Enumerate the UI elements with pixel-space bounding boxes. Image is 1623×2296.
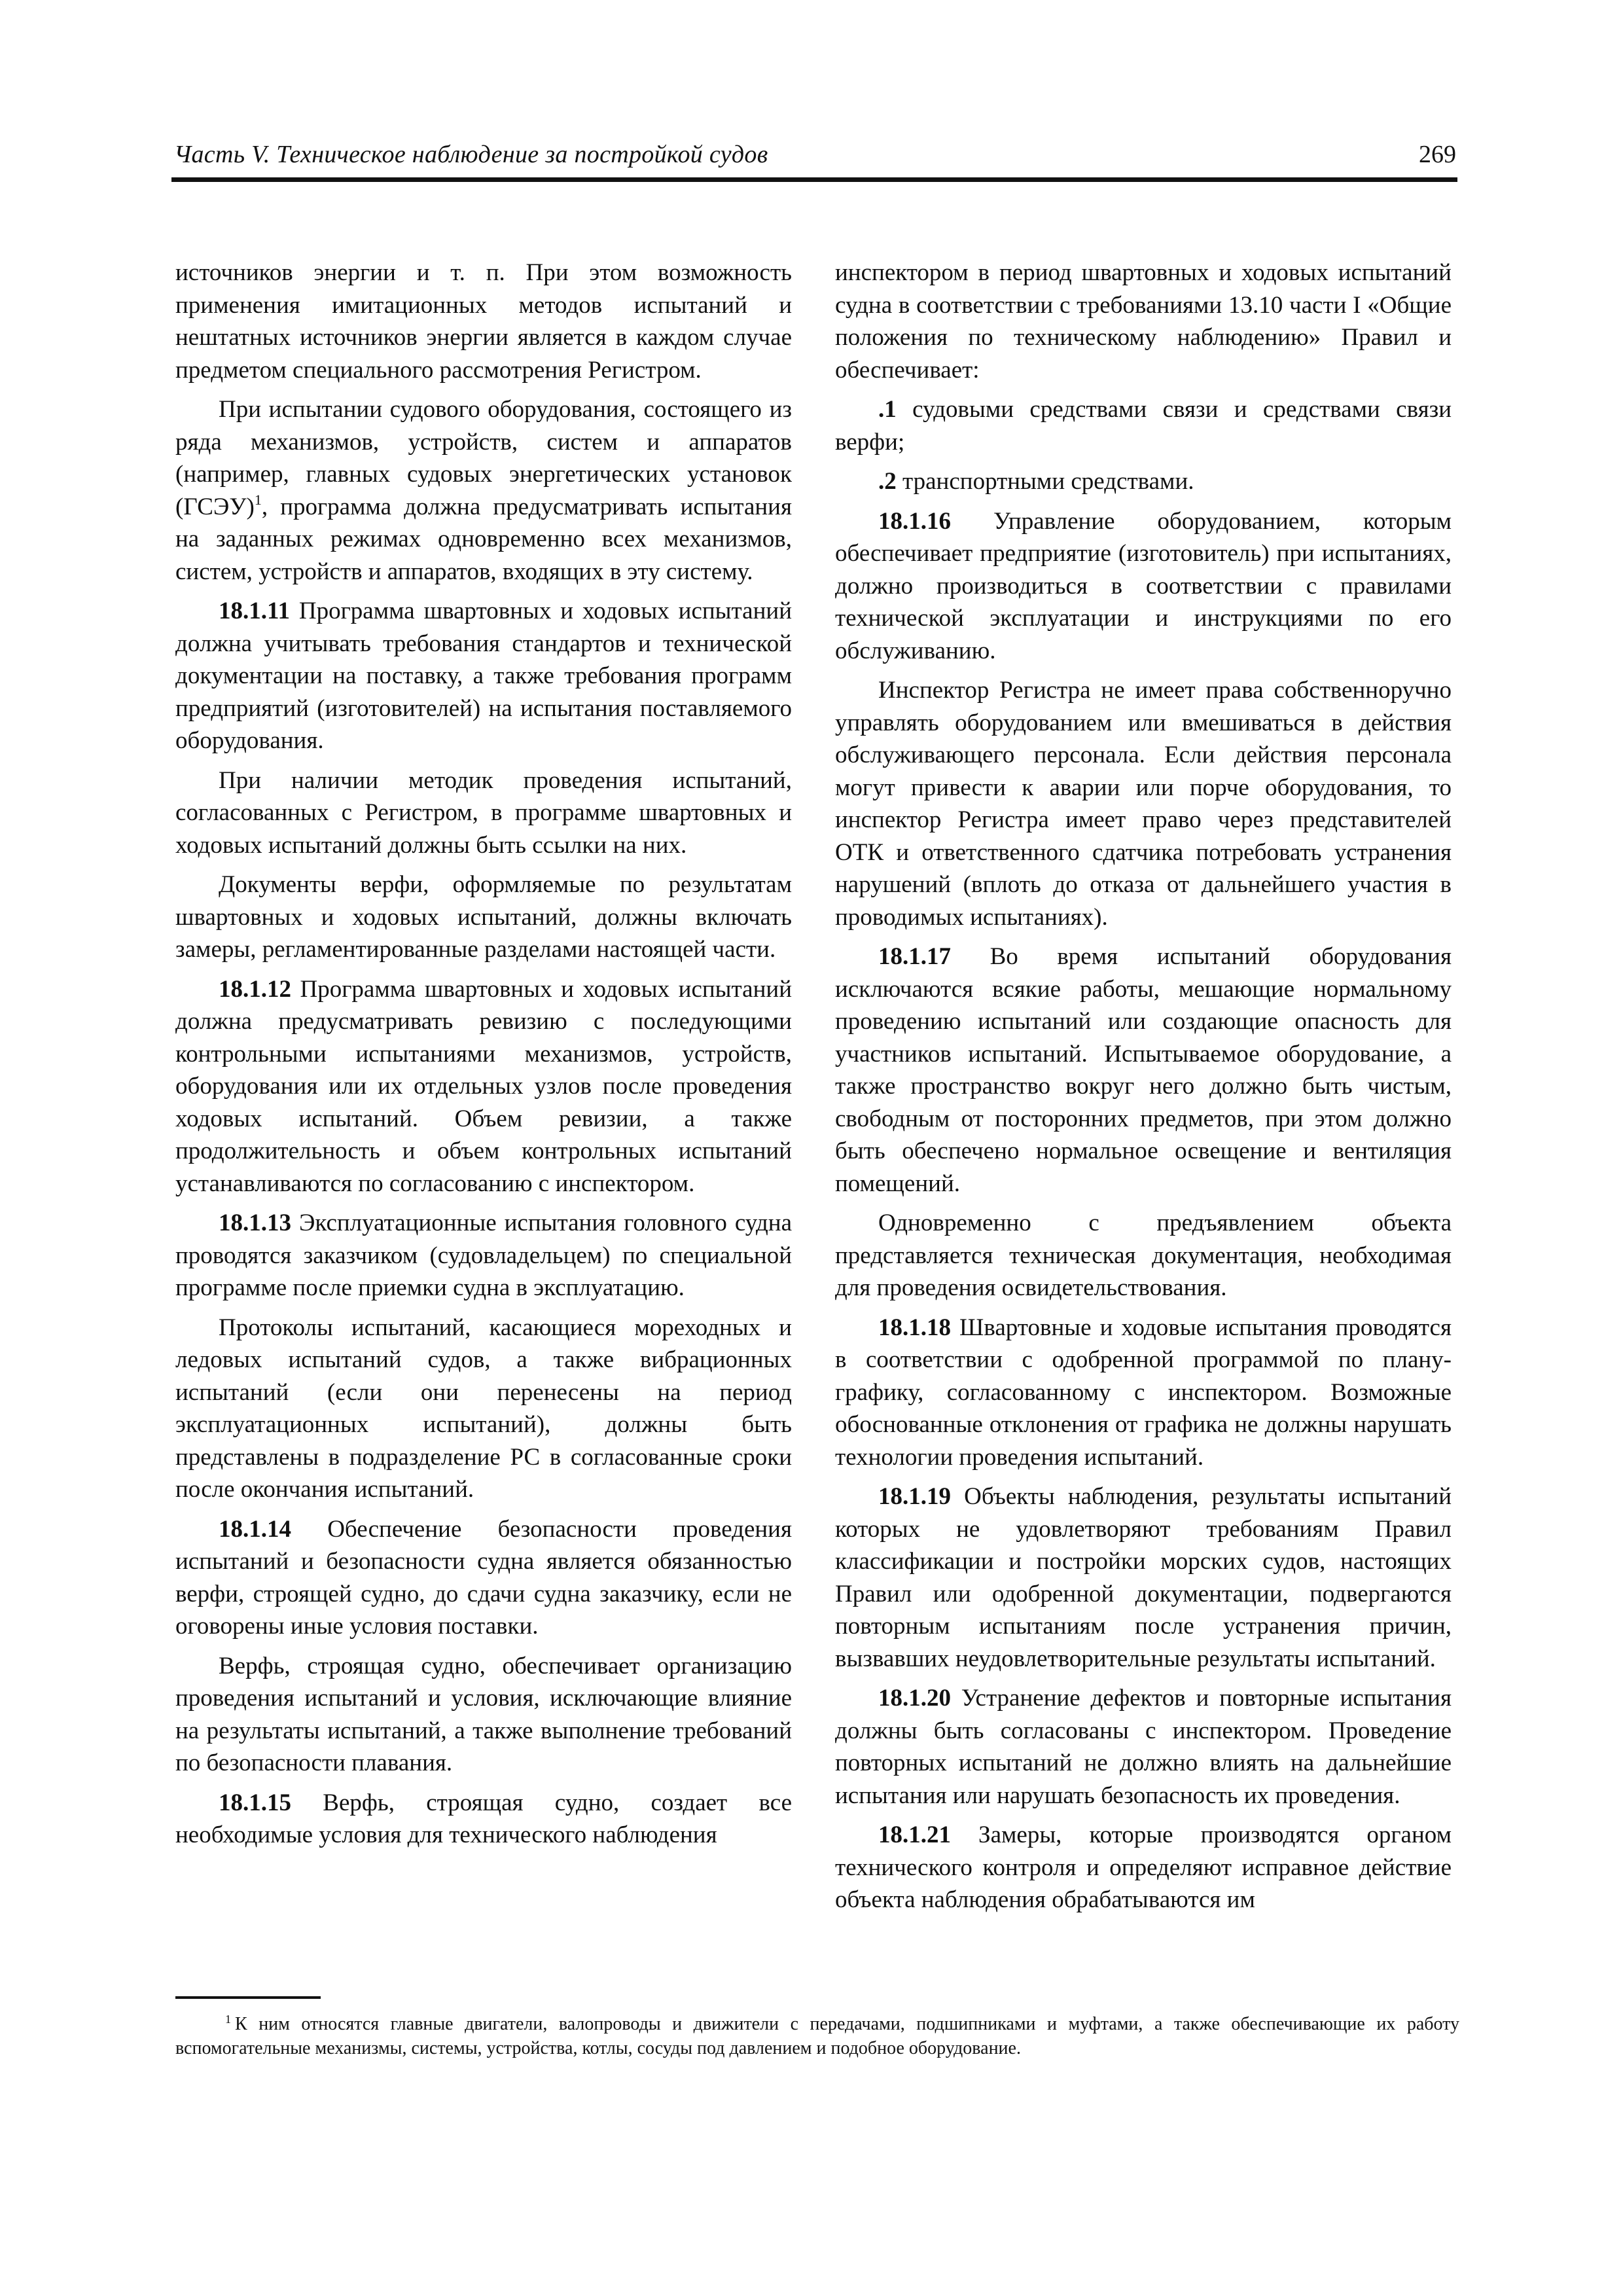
section-number: 18.1.13 xyxy=(219,1210,291,1236)
paragraph: Документы верфи, оформляемые по результатам швартовных и ходовых испытаний, должны включать замеры, регламентированные разделами настоящей части. xyxy=(175,871,792,963)
page-number: 269 xyxy=(1419,141,1456,168)
footnote xyxy=(175,2012,1459,2060)
section-number: 18.1.20 xyxy=(878,1685,951,1712)
list-number: .1 xyxy=(878,396,897,423)
paragraph: 18.1.21 Замеры, которые производятся органом технического контроля и определяют исправное действие объекта наблюдения обрабатываются им xyxy=(835,1821,1452,1913)
paragraph: инспектором в период швартовных и ходовых испытаний судна в соответствии с требованиями 13.10 части I «Общие положения по техническому наблюдению» Правил и обеспечивает: xyxy=(835,259,1452,384)
paragraph: Одновременно с предъявлением объекта представляется техническая документация, необходимая для проведения освидетельствования. xyxy=(835,1210,1452,1301)
section-number: 18.1.17 xyxy=(878,943,951,970)
section-number: 18.1.15 xyxy=(219,1789,291,1816)
paragraph: Протоколы испытаний, касающиеся мореходных и ледовых испытаний судов, а также вибрационных испытаний (если они перенесены на период эксплуатационных испытаний), должны быть представлены в подразделение РС в согласованные сроки после окончания испытаний. xyxy=(175,1314,792,1503)
list-item: .1 судовыми средствами связи и средствами связи верфи; xyxy=(835,396,1452,456)
footnote-separator xyxy=(175,1996,321,1999)
section-number: 18.1.14 xyxy=(219,1515,291,1543)
header-title: Часть V. Техническое наблюдение за постройкой судов xyxy=(174,141,768,168)
section-number: 18.1.21 xyxy=(878,1821,951,1848)
paragraph: Верфь, строящая судно, обеспечивает организацию проведения испытаний и условия, исключающие влияние на результаты испытаний, а также выполнение требований по безопасности плавания. xyxy=(175,1652,792,1776)
left-column xyxy=(175,257,792,1859)
paragraph: 18.1.18 Швартовные и ходовые испытания проводятся в соответствии с одобренной программой по плану-графику, согласованному с инспектором. Возможные обоснованные отклонения от графика не должны нарушать технологии проведения испытаний. xyxy=(835,1314,1452,1471)
paragraph: 18.1.13 Эксплуатационные испытания головного судна проводятся заказчиком (судовладельцем) по специальной программе после приемки судна в эксплуатацию. xyxy=(175,1210,792,1301)
running-header xyxy=(171,136,1457,182)
paragraph: Инспектор Регистра не имеет права собственноручно управлять оборудованием или вмешиваться в действия обслуживающего персонала. Если действия персонала могут привести к аварии или порче оборудования, то инспектор Регистра имеет право через представителей ОТК и ответственного сдатчика потребовать устранения нарушений (вплоть до отказа от дальнейшего участия в проводимых испытаниях). xyxy=(835,677,1452,931)
paragraph: 18.1.12 Программа швартовных и ходовых испытаний должна предусматривать ревизию с последующими контрольными испытаниями механизмов, устройств, оборудования или их отдельных узлов после проведения ходовых испытаний. Объем ревизии, а также продолжительность и объем контрольных испытаний устанавливаются по согласованию с инспектором. xyxy=(175,975,792,1197)
list-number: .2 xyxy=(878,468,897,495)
paragraph: 18.1.14 Обеспечение безопасности проведения испытаний и безопасности судна является обязанностью верфи, строящей судно, до сдачи судна заказчику, если не оговорены иные условия поставки. xyxy=(175,1515,792,1640)
paragraph: При испытании судового оборудования, состоящего из ряда механизмов, устройств, систем и аппаратов (например, главных судовых энергетических установок (ГСЭУ)$^1$, программа должна предусматривать испытания на заданных режимах одновременно всех механизмов, систем, устройств и аппаратов, входящих в эту систему. xyxy=(175,396,792,585)
footnote-text: К ним относятся главные двигатели, валопроводы и движители с передачами, подшипниками и муфтами, а также обеспечивающие их работу вспомогательные механизмы, системы, устройства, котлы, сосуды под давлением и подобное оборудование. xyxy=(175,2014,1459,2058)
paragraph: При наличии методик проведения испытаний, согласованных с Регистром, в программе швартовных и ходовых испытаний должны быть ссылки на них. xyxy=(175,766,792,859)
paragraph: 18.1.11 Программа швартовных и ходовых испытаний должна учитывать требования стандартов и технической документации на поставку, а также требования программ предприятий (изготовителей) на испытания поставляемого оборудования. xyxy=(175,598,792,754)
paragraph: 18.1.17 Во время испытаний оборудования исключаются всякие работы, мешающие нормальному проведению испытаний или создающие опасность для участников испытаний. Испытываемое оборудование, а также пространство вокруг него должно быть чистым, свободным от посторонних предметов, при этом должно быть обеспечено нормальное освещение и вентиляция помещений. xyxy=(835,943,1452,1197)
list-item: .2 транспортными средствами. xyxy=(878,468,1194,495)
footnote-mark: 1 xyxy=(225,2013,231,2026)
paragraph: 18.1.19 Объекты наблюдения, результаты испытаний которых не удовлетворяют требованиям Правил классификации и постройки морских судов, настоящих Правил или одобренной документации, подвергаются повторным испытаниям после устранения причин, вызвавших неудовлетворительные результаты испытаний. xyxy=(835,1483,1452,1672)
right-column xyxy=(835,257,1452,1924)
section-number: 18.1.12 xyxy=(219,975,291,1003)
paragraph: 18.1.20 Устранение дефектов и повторные испытания должны быть согласованы с инспектором. Проведение повторных испытаний не должно влиять на дальнейшие испытания или нарушать безопасность их проведения. xyxy=(835,1685,1452,1809)
paragraph: 18.1.16 Управление оборудованием, которым обеспечивает предприятие (изготовитель) при испытаниях, должно производиться в соответствии с правилами технической эксплуатации и инструкциями по его обслуживанию. xyxy=(835,507,1452,664)
paragraph: источников энергии и т. п. При этом возможность применения имитационных методов испытаний и нештатных источников энергии является в каждом случае предметом специального рассмотрения Регистром. xyxy=(175,259,792,384)
section-number: 18.1.18 xyxy=(878,1314,951,1341)
section-number: 18.1.19 xyxy=(878,1483,951,1510)
section-number: 18.1.11 xyxy=(219,598,290,624)
footnote-ref[interactable]: 1 xyxy=(254,491,262,508)
section-number: 18.1.16 xyxy=(878,507,951,535)
paragraph: 18.1.15 Верфь, строящая судно, создает все необходимые условия для технического наблюдения xyxy=(175,1789,793,1848)
